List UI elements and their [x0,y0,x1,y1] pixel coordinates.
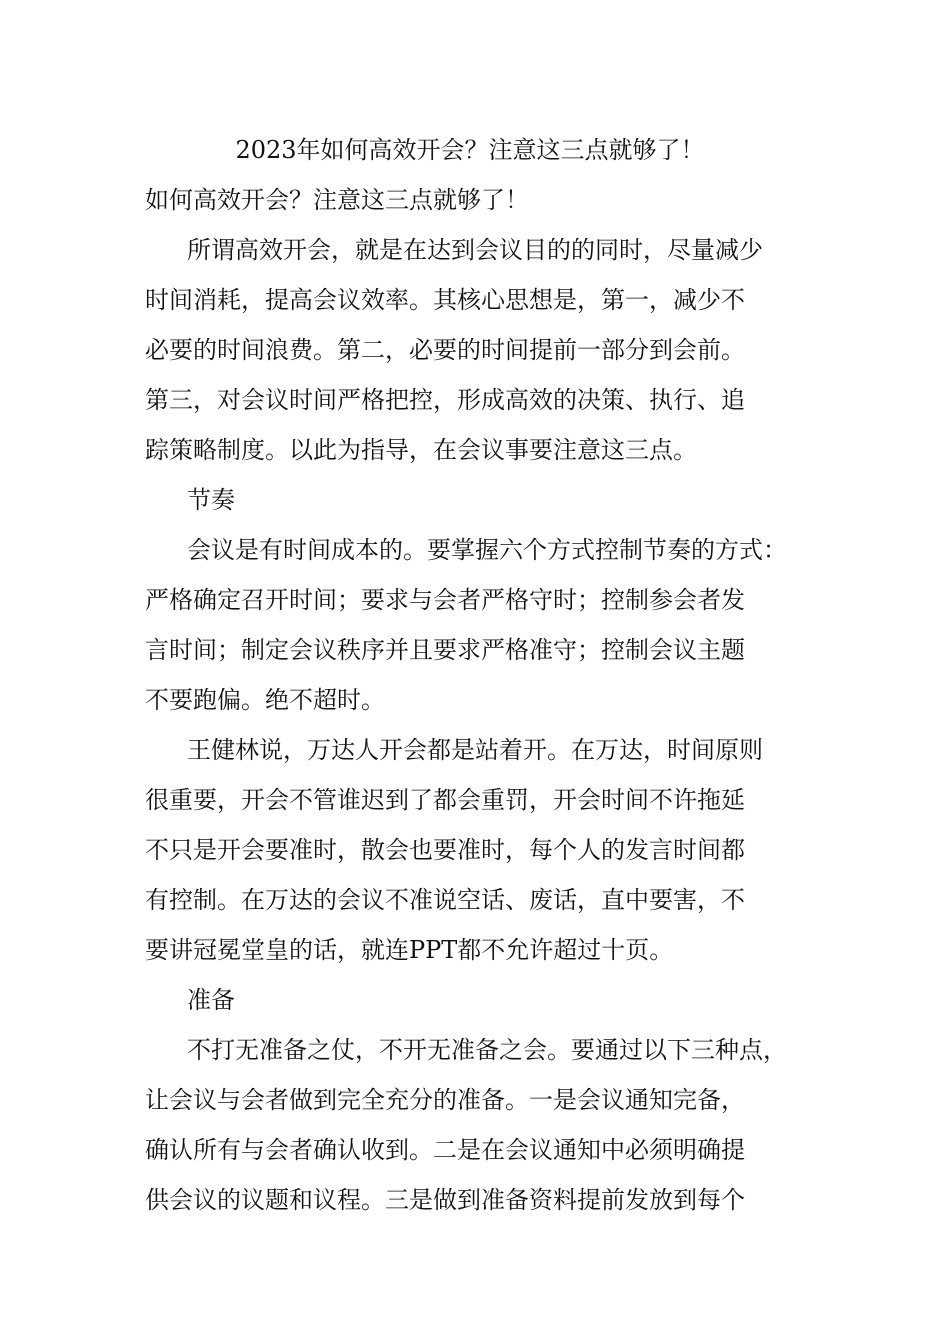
document-title: 2023年如何高效开会？注意这三点就够了！ [235,136,705,164]
paragraph-1-line-1: 所谓高效开会，就是在达到会议目的的同时，尽量减少 [187,236,763,264]
paragraph-4-line-3: 确认所有与会者确认收到。二是在会议通知中必须明确提 [145,1136,745,1164]
paragraph-1-line-2: 时间消耗，提高会议效率。其核心思想是，第一，减少不 [145,286,745,314]
paragraph-2-line-1: 会议是有时间成本的。要掌握六个方式控制节奏的方式： [187,536,787,564]
paragraph-3-line-1: 王健林说，万达人开会都是站着开。在万达，时间原则 [187,736,763,764]
paragraph-2-line-3: 言时间；制定会议秩序并且要求严格准守；控制会议主题 [145,636,745,664]
document-subtitle: 如何高效开会？注意这三点就够了！ [145,186,529,214]
paragraph-4-line-2: 让会议与会者做到完全充分的准备。一是会议通知完备， [145,1086,745,1114]
paragraph-1-line-5: 踪策略制度。以此为指导，在会议事要注意这三点。 [145,436,697,464]
paragraph-3-line-5: 要讲冠冕堂皇的话，就连PPT都不允许超过十页。 [145,936,674,964]
paragraph-2-line-2: 严格确定召开时间；要求与会者严格守时；控制参会者发 [145,586,745,614]
paragraph-1-line-3: 必要的时间浪费。第二，必要的时间提前一部分到会前。 [145,336,745,364]
section-heading-rhythm: 节奏 [187,486,235,514]
paragraph-2-line-4: 不要跑偏。绝不超时。 [145,686,385,714]
paragraph-4-line-4: 供会议的议题和议程。三是做到准备资料提前发放到每个 [145,1186,745,1214]
paragraph-4-line-1: 不打无准备之仗，不开无准备之会。要通过以下三种点， [187,1036,787,1064]
paragraph-3-line-2: 很重要，开会不管谁迟到了都会重罚，开会时间不许拖延 [145,786,745,814]
section-heading-preparation: 准备 [187,986,235,1014]
paragraph-3-line-4: 有控制。在万达的会议不准说空话、废话，直中要害，不 [145,886,745,914]
paragraph-1-line-4: 第三，对会议时间严格把控，形成高效的决策、执行、追 [145,386,745,414]
paragraph-3-line-3: 不只是开会要准时，散会也要准时，每个人的发言时间都 [145,836,745,864]
